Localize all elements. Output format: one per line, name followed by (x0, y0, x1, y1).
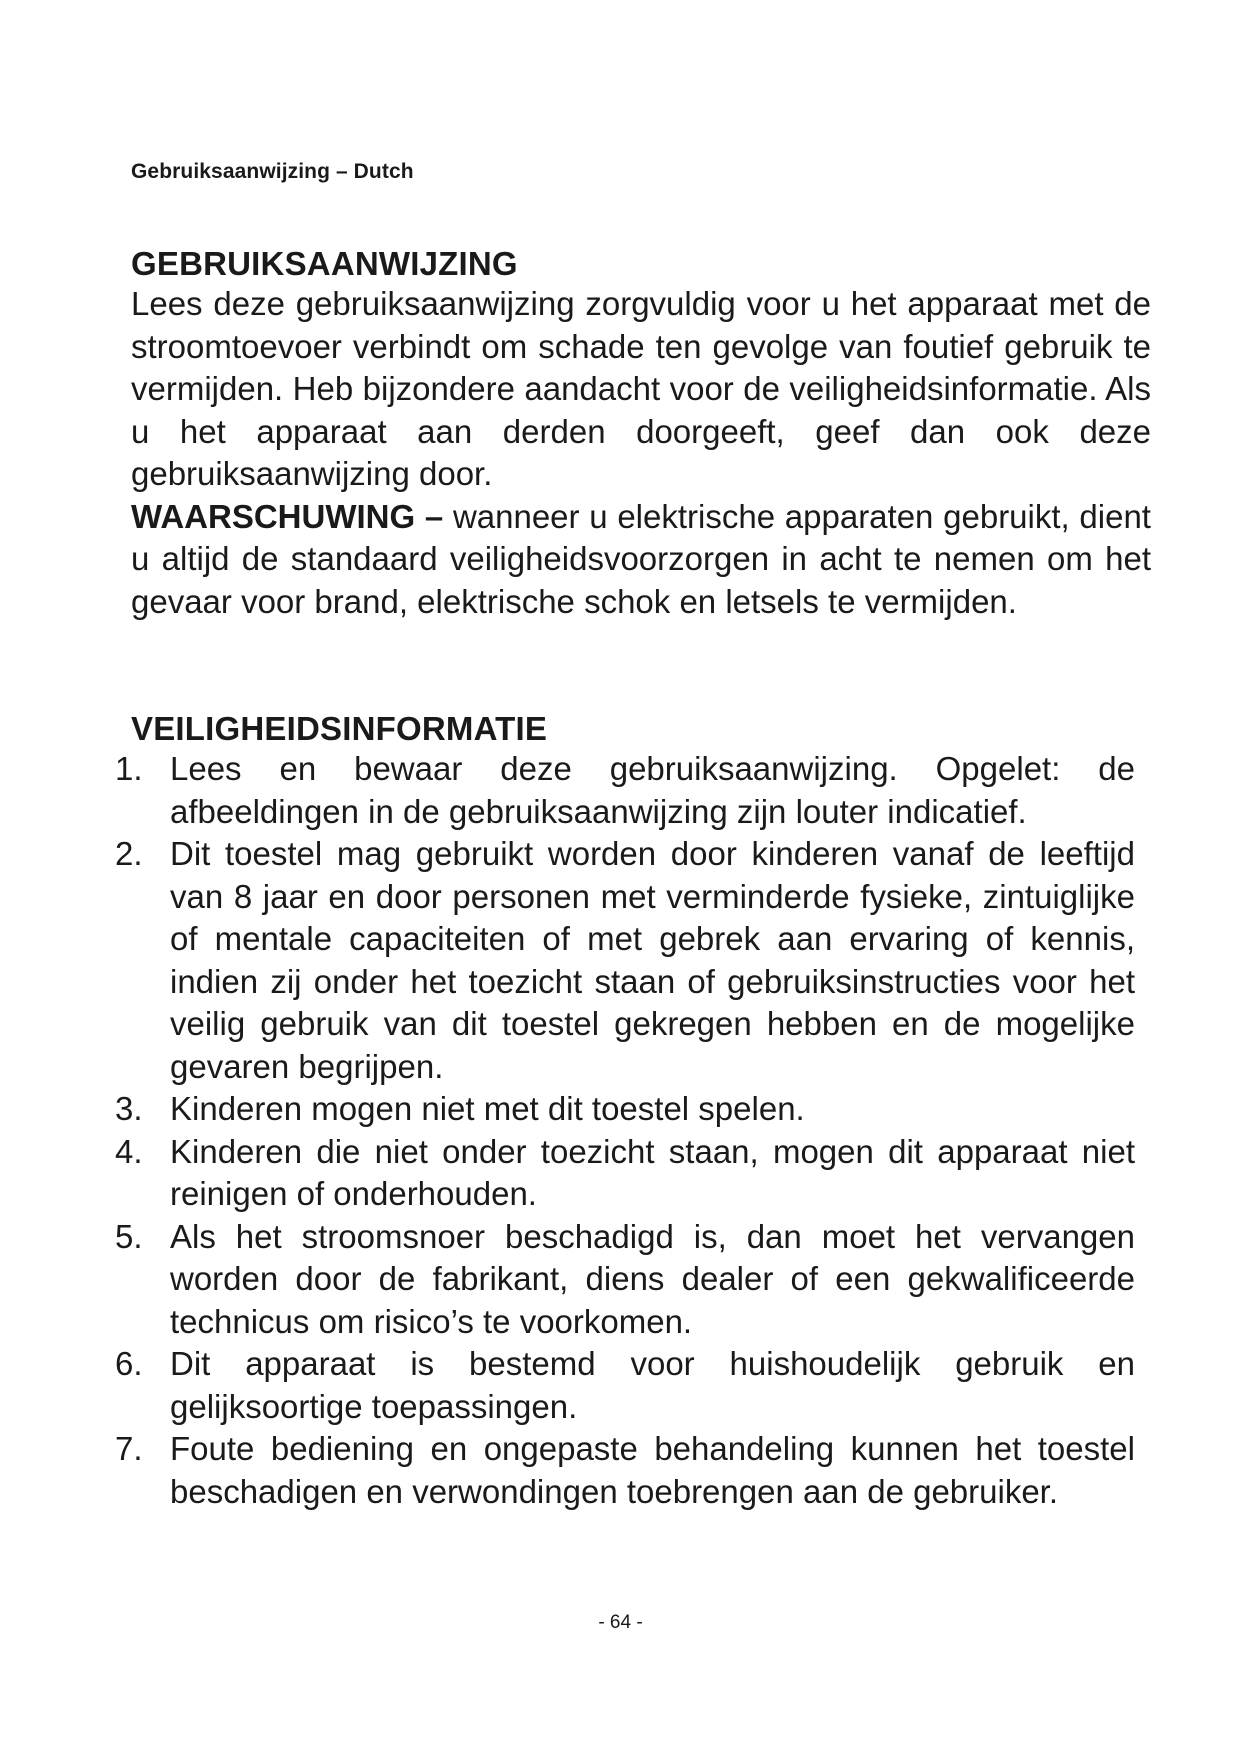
item-text: Lees en bewaar deze gebruiksaanwijzing. Opgelet: de afbeeldingen in de gebruiksaanwijzing zijn louter indicatief. (170, 750, 1135, 830)
list-item (115, 833, 1135, 1088)
safety-title: VEILIGHEIDSINFORMATIE (131, 710, 548, 747)
item-number: 3. (115, 1090, 143, 1127)
item-text: Dit toestel mag gebruikt worden door kinderen vanaf de leeftijd van 8 jaar en door personen met verminderde fysieke, zintuiglijke of mentale capaciteiten of met gebrek aan ervaring of kennis, indien zij onder het toezicht staan of gebruiksinstructies voor het veilig gebruik van dit toestel gekregen hebben en de mogelijke gevaren begrijpen. (170, 835, 1135, 1085)
list-item (115, 1088, 1135, 1131)
instructions-title: GEBRUIKSAANWIJZING (131, 245, 518, 282)
item-text: Kinderen mogen niet met dit toestel spelen. (170, 1090, 805, 1127)
warning-label: WAARSCHUWING – (131, 497, 444, 535)
item-number: 7. (115, 1430, 143, 1467)
item-text: Foute bediening en ongepaste behandeling kunnen het toestel beschadigen en verwondingen toebrengen aan de gebruiker. (170, 1430, 1135, 1510)
list-item (115, 1216, 1135, 1344)
item-number: 4. (115, 1132, 143, 1170)
item-number: 1. (115, 750, 143, 787)
safety-list (115, 748, 1135, 1513)
list-item (115, 748, 1135, 833)
item-text: Kinderen die niet onder toezicht staan, mogen dit apparaat niet reinigen of onderhouden. (170, 1132, 1135, 1212)
item-text: Dit apparaat is bestemd voor huishoudelijk gebruik en gelijksoortige toepassingen. (170, 1345, 1135, 1425)
item-number: 6. (115, 1345, 143, 1382)
warning-paragraph (131, 496, 1151, 624)
item-number: 2. (115, 835, 143, 872)
warning-text: wanneer u elektrische apparaten gebruikt, dient u altijd de standaard veiligheidsvoorzorgen in acht te nemen om het gevaar voor brand, elektrische schok en letsels te vermijden. (131, 497, 1151, 620)
instructions-body (131, 283, 1151, 623)
page-header: Gebruiksaanwijzing – Dutch (131, 160, 414, 183)
list-item (115, 1428, 1135, 1513)
page-number: - 64 - (598, 1612, 643, 1633)
list-item (115, 1131, 1135, 1216)
item-number: 5. (115, 1217, 143, 1255)
item-text: Als het stroomsnoer beschadigd is, dan moet het vervangen worden door de fabrikant, diens dealer of een gekwalificeerde technicus om risico’s te voorkomen. (170, 1217, 1135, 1340)
list-item (115, 1343, 1135, 1428)
intro-paragraph: Lees deze gebruiksaanwijzing zorgvuldig voor u het apparaat met de stroomtoevoer verbindt om schade ten gevolge van foutief gebruik te vermijden. Heb bijzondere aandacht voor de veiligheidsinformatie. Als u het apparaat aan derden doorgeeft, geef dan ook deze gebruiksaanwijzing door. (131, 285, 1151, 492)
